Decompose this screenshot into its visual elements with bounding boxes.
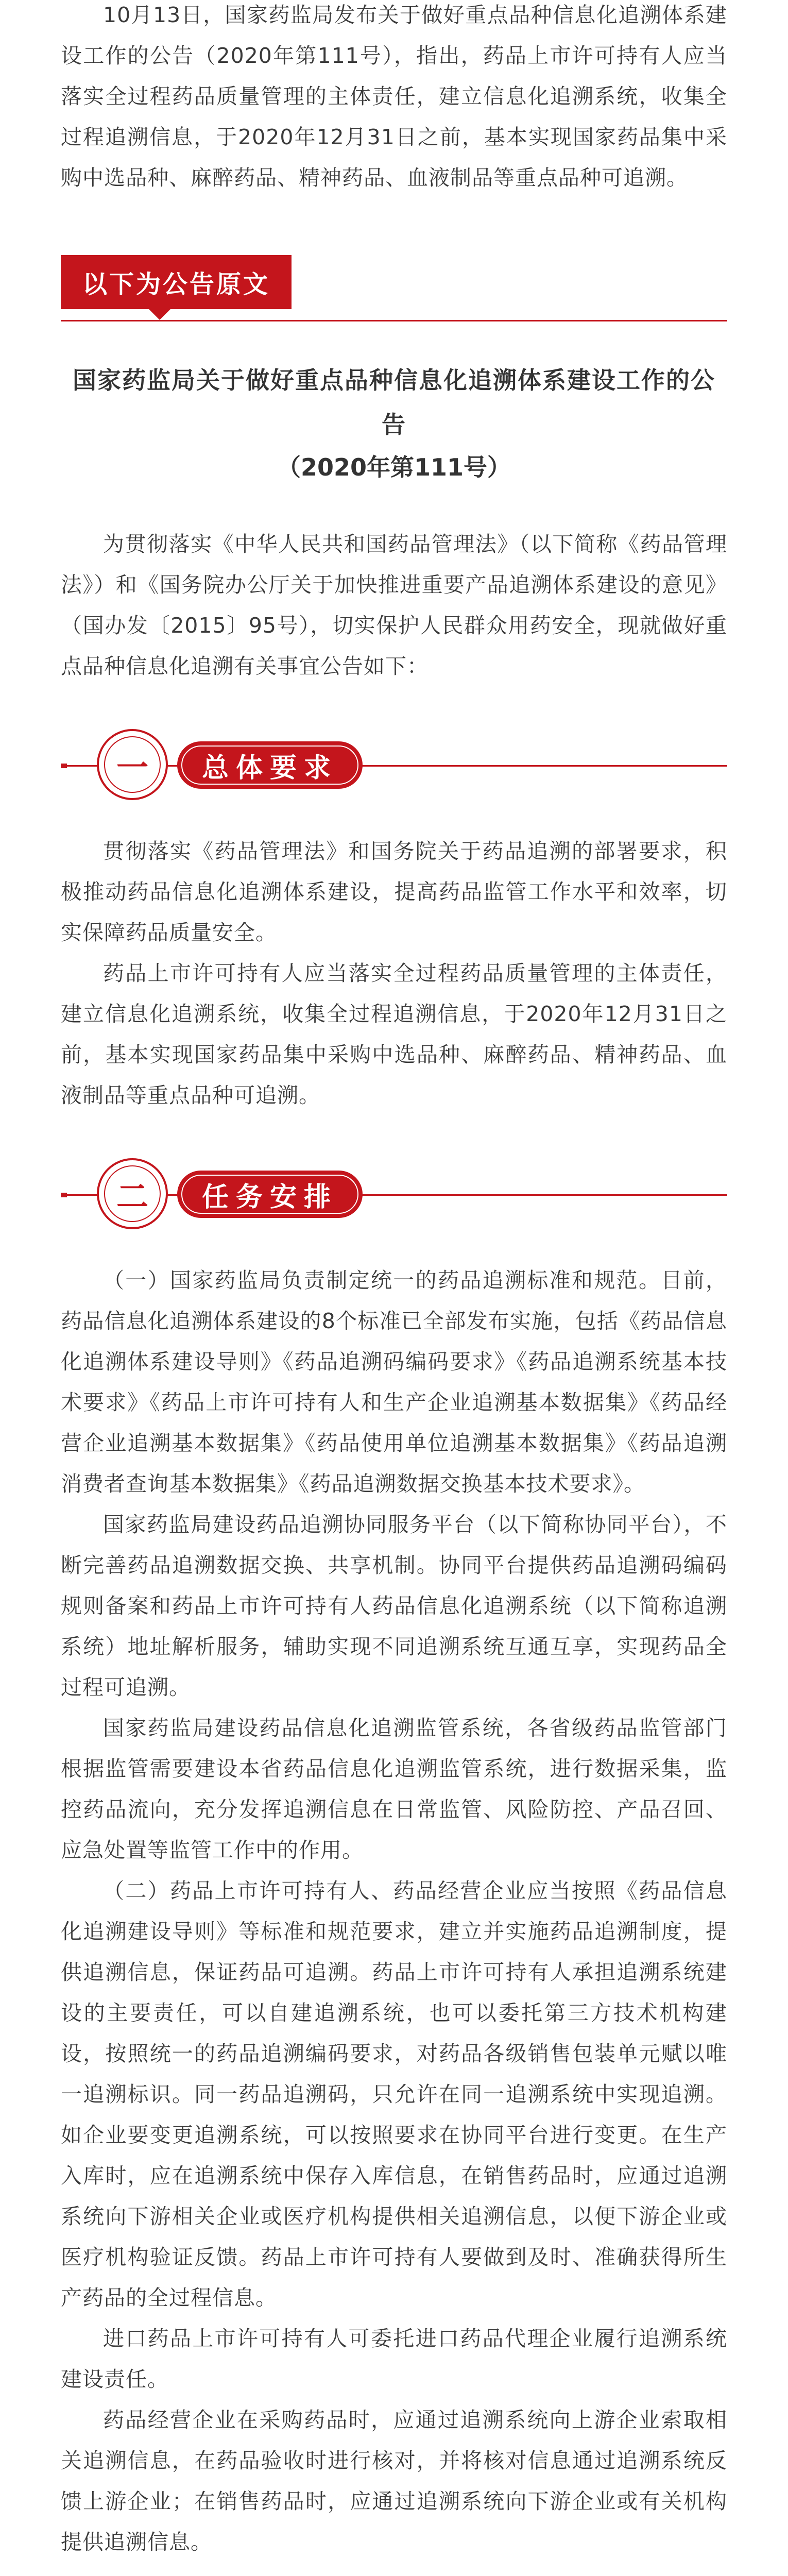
preamble-paragraph: 为贯彻落实《中华人民共和国药品管理法》（以下简称《药品管理法》）和《国务院办公厅关于加快推进重要产品追溯体系建设的意见》（国办发〔2015〕95号），切实保护人民群众用药安全，现就做好重点品种信息化追溯有关事宜公告如下： [61, 532, 727, 679]
section-title-pill [177, 1171, 363, 1218]
banner-divider [61, 320, 727, 321]
section-number-badge [97, 1158, 168, 1229]
document-title: 国家药监局关于做好重点品种信息化追溯体系建设工作的公告 [73, 366, 715, 438]
section-number: 一 [116, 748, 148, 786]
section-2-paragraph-5: 进口药品上市许可持有人可委托进口药品代理企业履行追溯系统建设责任。 [61, 2326, 727, 2392]
section-title: 总体要求 [201, 752, 338, 784]
section-title: 任务安排 [201, 1181, 338, 1213]
section-header-2 [61, 1152, 727, 1240]
section-2-paragraph-3: 国家药监局建设药品信息化追溯监管系统，各省级药品监管部门根据监管需要建设本省药品信息化追溯监管系统，进行数据采集，监控药品流向，充分发挥追溯信息在日常监管、风险防控、产品召回、应急处置等监管工作中的作用。 [61, 1716, 727, 1862]
document-number: （2020年第111号） [277, 453, 511, 481]
section-1-paragraph-2: 药品上市许可持有人应当落实全过程药品质量管理的主体责任，建立信息化追溯系统，收集全过程追溯信息，于2020年12月31日之前，基本实现国家药品集中采购中选品种、麻醉药品、精神药品、血液制品等重点品种可追溯。 [61, 961, 727, 1108]
section-2-paragraph-4: （二）药品上市许可持有人、药品经营企业应当按照《药品信息化追溯建设导则》等标准和规范要求，建立并实施药品追溯制度，提供追溯信息，保证药品可追溯。药品上市许可持有人承担追溯系统建设的主要责任，可以自建追溯系统，也可以委托第三方技术机构建设，按照统一的药品追溯编码要求，对药品各级销售包装单元赋以唯一追溯标识。同一药品追溯码，只允许在同一追溯系统中实现追溯。如企业要变更追溯系统，可以按照要求在协同平台进行变更。在生产入库时，应在追溯系统中保存入库信息，在销售药品时，应通过追溯系统向下游相关企业或医疗机构提供相关追溯信息，以便下游企业或医疗机构验证反馈。药品上市许可持有人要做到及时、准确获得所生产药品的全过程信息。 [61, 1878, 727, 2310]
section-1-paragraph-1: 贯彻落实《药品管理法》和国务院关于药品追溯的部署要求，积极推动药品信息化追溯体系建设，提高药品监管工作水平和效率，切实保障药品质量安全。 [61, 839, 727, 945]
section-2-paragraph-6: 药品经营企业在采购药品时，应通过追溯系统向上游企业索取相关追溯信息，在药品验收时进行核对，并将核对信息通过追溯系统反馈上游企业；在销售药品时，应通过追溯系统向下游企业或有关机构提供追溯信息。 [61, 2408, 727, 2554]
section-number: 二 [116, 1177, 148, 1215]
section-2-paragraph-1: （一）国家药监局负责制定统一的药品追溯标准和规范。目前，药品信息化追溯体系建设的8个标准已全部发布实施，包括《药品信息化追溯体系建设导则》《药品追溯码编码要求》《药品追溯系统基本技术要求》《药品上市许可持有人和生产企业追溯基本数据集》《药品经营企业追溯基本数据集》《药品使用单位追溯基本数据集》《药品追溯消费者查询基本数据集》《药品追溯数据交换基本技术要求》。 [61, 1268, 727, 1496]
section-header-1 [61, 723, 727, 810]
original-text-banner [61, 255, 727, 337]
section-title-pill [177, 741, 363, 789]
section-2-paragraph-2: 国家药监局建设药品追溯协同服务平台（以下简称协同平台），不断完善药品追溯数据交换、共享机制。协同平台提供药品追溯码编码规则备案和药品上市许可持有人药品信息化追溯系统（以下简称追溯系统）地址解析服务，辅助实现不同追溯系统互通互享，实现药品全过程可追溯。 [61, 1512, 727, 1700]
section-number-badge [97, 729, 168, 800]
intro-paragraph: 10月13日，国家药监局发布关于做好重点品种信息化追溯体系建设工作的公告（2020年第111号），指出，药品上市许可持有人应当落实全过程药品质量管理的主体责任，建立信息化追溯系统，收集全过程追溯信息，于2020年12月31日之前，基本实现国家药品集中采购中选品种、麻醉药品、精神药品、血液制品等重点品种可追溯。 [61, 3, 727, 190]
banner-label: 以下为公告原文 [61, 255, 292, 309]
banner-pointer-icon [148, 309, 171, 320]
